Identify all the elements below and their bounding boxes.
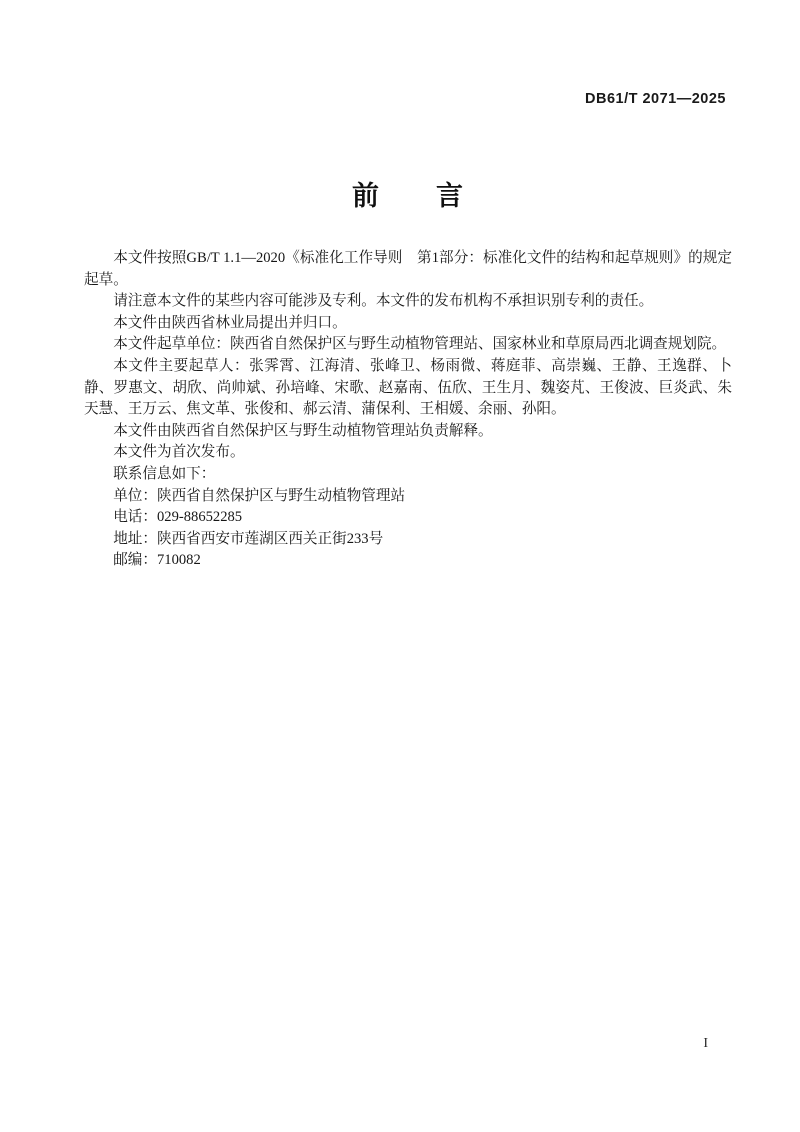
page-number: I — [703, 1036, 708, 1051]
foreword-title: 前 言 — [352, 181, 464, 211]
foreword-paragraph: 本文件为首次发布。 — [113, 444, 245, 461]
foreword-paragraph: 请注意本文件的某些内容可能涉及专利。本文件的发布机构不承担识别专利的责任。 — [113, 293, 654, 310]
foreword-paragraph: 联系信息如下： — [113, 465, 216, 482]
foreword-paragraph: 电话：029-88652285 — [113, 509, 243, 526]
foreword-paragraph: 地址：陕西省西安市莲湖区西关正街233号 — [113, 530, 384, 547]
foreword-paragraph: 本文件按照GB/T 1.1—2020《标准化工作导则 第1部分：标准化文件的结构和起草规则》的规定起草。 — [84, 250, 732, 288]
standard-code: DB61/T 2071—2025 — [585, 91, 726, 107]
foreword-paragraph: 本文件起草单位：陕西省自然保护区与野生动植物管理站、国家林业和草原局西北调查规划院。 — [113, 336, 727, 353]
foreword-paragraph: 邮编：710082 — [113, 552, 201, 569]
foreword-paragraph: 单位：陕西省自然保护区与野生动植物管理站 — [113, 487, 406, 504]
foreword-paragraph: 本文件主要起草人：张霁霄、江海清、张峰卫、杨雨微、蒋庭菲、高崇巍、王静、王逸群、卜静、罗惠文、胡欣、尚帅斌、孙培峰、宋歌、赵嘉南、伍欣、王生月、魏姿芃、王俊波、巨炎武、朱天慧、王万云、焦文革、张俊和、郝云清、蒲保利、王相媛、余丽、孙阳。 — [84, 357, 732, 418]
foreword-paragraph: 本文件由陕西省林业局提出并归口。 — [113, 314, 347, 331]
foreword-body — [84, 248, 732, 572]
foreword-paragraph: 本文件由陕西省自然保护区与野生动植物管理站负责解释。 — [113, 422, 493, 439]
